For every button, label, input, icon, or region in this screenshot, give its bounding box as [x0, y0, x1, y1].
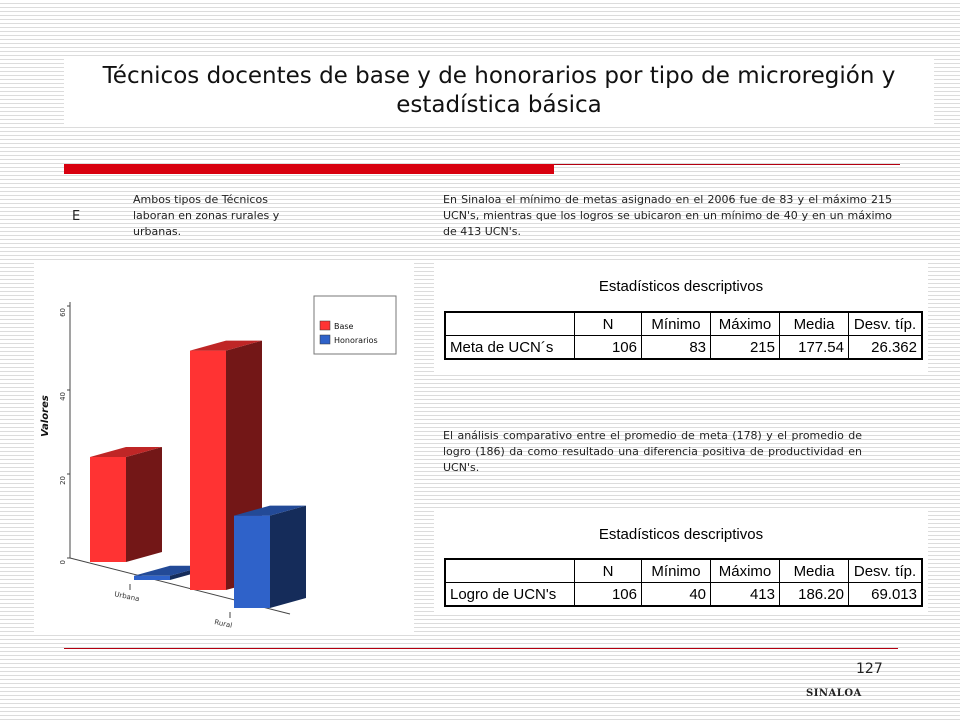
note-right: En Sinaloa el mínimo de metas asignado en el 2006 fue de 83 y el máximo 215 UCN's, mientras que los logros se ubicaron en un mínimo de 40 y en un máximo de 413 UCN's.	[443, 193, 892, 238]
row-label: Logro de UCN's	[445, 583, 575, 607]
title-box	[64, 56, 934, 126]
y-tick-label: 60	[59, 308, 67, 317]
table-title: Estadísticos descriptivos	[598, 526, 764, 543]
table-corner-cell	[445, 312, 575, 336]
chart-panel	[34, 262, 414, 634]
y-tick-label: 20	[59, 476, 67, 485]
cell-n: 106	[575, 336, 642, 360]
y-axis-label: Valores	[40, 395, 51, 437]
bar-front-urbana-base	[90, 457, 126, 562]
header-minimo: Mínimo	[642, 559, 711, 583]
legend-swatch	[320, 321, 330, 330]
cell-media: 186.20	[780, 583, 849, 607]
table-corner-cell	[445, 559, 575, 583]
stats-table	[444, 558, 923, 607]
header-maximo: Máximo	[711, 312, 780, 336]
slide-title: Técnicos docentes de base y de honorarios por tipo de microregión y estadística básica	[102, 63, 896, 118]
header-media: Media	[780, 559, 849, 583]
cell-maximo: 215	[711, 336, 780, 360]
x-category-label: Rural	[213, 618, 233, 630]
cell-minimo: 40	[642, 583, 711, 607]
row-label: Meta de UCN´s	[445, 336, 575, 360]
header-media: Media	[780, 312, 849, 336]
bullet-letter: E	[72, 209, 81, 224]
legend-swatch	[320, 335, 330, 344]
header-desv-tip: Desv. típ.	[849, 559, 923, 583]
page-number: 127	[856, 661, 883, 677]
cell-media: 177.54	[780, 336, 849, 360]
red-accent-bar	[64, 164, 554, 174]
header-maximo: Máximo	[711, 559, 780, 583]
header-n: N	[575, 559, 642, 583]
red-footer-line	[64, 648, 898, 649]
legend-label: Honorarios	[334, 336, 378, 345]
header-minimo: Mínimo	[642, 312, 711, 336]
bar-side-urbana-base	[126, 447, 162, 562]
bar-chart	[34, 262, 414, 634]
cell-desv-tip: 69.013	[849, 583, 923, 607]
red-divider-line	[554, 164, 900, 165]
header-n: N	[575, 312, 642, 336]
cell-desv-tip: 26.362	[849, 336, 923, 360]
y-tick-label: 40	[59, 392, 67, 401]
stats-table	[444, 311, 923, 360]
cell-minimo: 83	[642, 336, 711, 360]
x-category-label: Urbana	[113, 590, 141, 604]
note-left: Ambos tipos de Técnicos laboran en zonas rurales y urbanas.	[133, 193, 280, 238]
footer-label: SINALOA	[806, 688, 862, 699]
bar-front-rural-honorarios	[234, 516, 270, 608]
header-desv-tip: Desv. típ.	[849, 312, 923, 336]
bar-front-urbana-honorarios	[134, 576, 170, 580]
stats-table-panel-meta	[434, 262, 928, 374]
legend-label: Base	[334, 322, 354, 331]
y-tick-label: 0	[59, 560, 67, 565]
bar-front-rural-base	[190, 351, 226, 590]
note-middle: El análisis comparativo entre el promedio de meta (178) y el promedio de logro (186) da como resultado una diferencia positiva de productividad en UCN's.	[443, 429, 862, 474]
bar-side-rural-honorarios	[270, 506, 306, 608]
cell-maximo: 413	[711, 583, 780, 607]
stats-table-panel-logro	[434, 510, 928, 614]
table-title: Estadísticos descriptivos	[598, 278, 764, 295]
cell-n: 106	[575, 583, 642, 607]
